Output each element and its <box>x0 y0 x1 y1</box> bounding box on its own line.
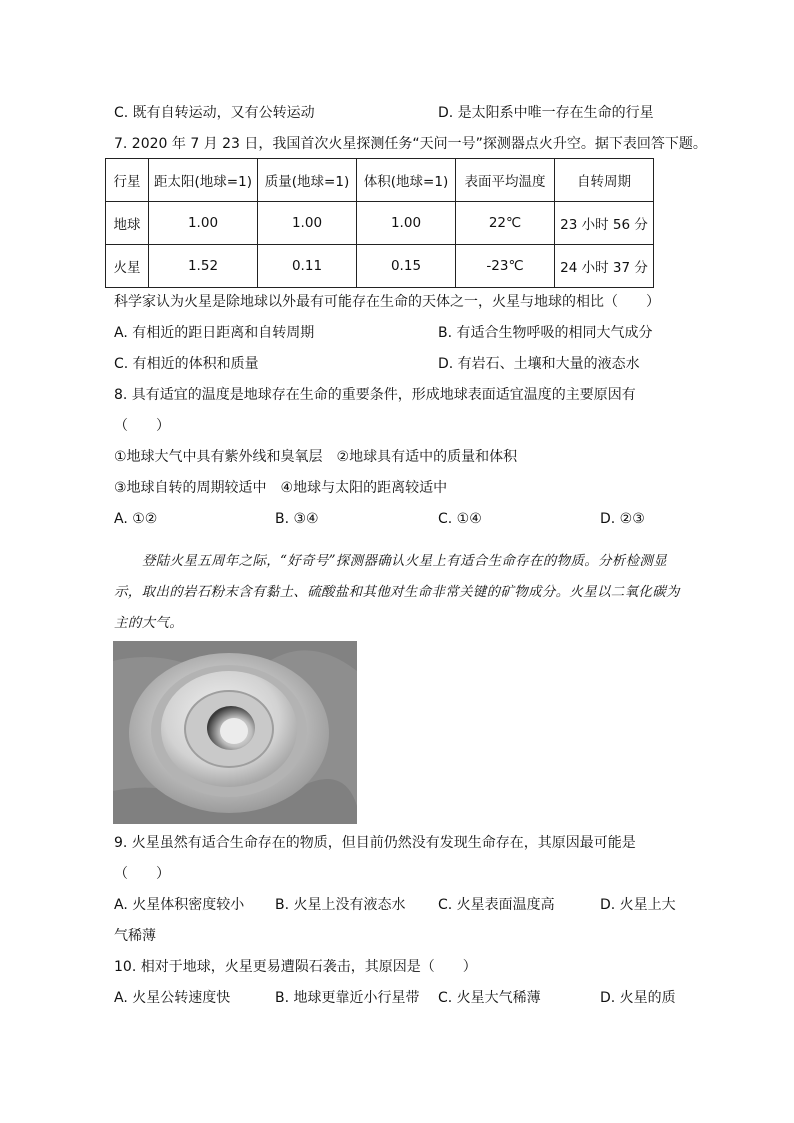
q9-bracket: （ ） <box>114 866 170 882</box>
q9-option-d-continued: 气稀薄 <box>114 928 156 944</box>
q9-stem: 9. 火星虽然有适合生命存在的物质，但目前仍然没有发现生命存在，其原因最可能是 <box>114 835 636 851</box>
table-cell: 24 小时 37 分 <box>555 245 654 288</box>
table-header-cell: 表面平均温度 <box>456 159 555 202</box>
q10-option-c: C. 火星大气稀薄 <box>438 990 541 1006</box>
q7-intro: 7. 2020 年 7 月 23 日，我国首次火星探测任务“天问一号”探测器点火升空。据下表回答下题。 <box>114 136 707 152</box>
q7-option-d: D. 有岩石、土壤和大量的液态水 <box>438 356 640 372</box>
planet-comparison-table <box>105 158 654 288</box>
table-cell: 0.15 <box>357 245 456 288</box>
q8-option-c: C. ①④ <box>438 511 482 527</box>
table-cell: 22℃ <box>456 202 555 245</box>
table-row <box>106 245 654 288</box>
mars-crater-image <box>113 641 357 824</box>
table-header-cell: 体积(地球=1) <box>357 159 456 202</box>
q7-option-c: C. 有相近的体积和质量 <box>114 356 259 372</box>
q7-option-a: A. 有相近的距日距离和自转周期 <box>114 325 315 341</box>
table-cell: 0.11 <box>258 245 357 288</box>
table-cell: 火星 <box>106 245 149 288</box>
q8-items-1-2: ①地球大气中具有紫外线和臭氧层 ②地球具有适中的质量和体积 <box>114 449 518 465</box>
table-header-row <box>106 159 654 202</box>
q8-bracket: （ ） <box>114 418 170 434</box>
table-cell: 1.00 <box>149 202 258 245</box>
q9-option-c: C. 火星表面温度高 <box>438 897 555 913</box>
q6-option-d: D. 是太阳系中唯一存在生命的行星 <box>438 105 654 121</box>
table-header-cell: 自转周期 <box>555 159 654 202</box>
q10-option-a: A. 火星公转速度快 <box>114 990 231 1006</box>
q7-question: 科学家认为火星是除地球以外最有可能存在生命的天体之一，火星与地球的相比（ ） <box>114 294 660 310</box>
q8-option-d: D. ②③ <box>600 511 645 527</box>
q7-option-b: B. 有适合生物呼吸的相同大气成分 <box>438 325 653 341</box>
q8-items-3-4: ③地球自转的周期较适中 ④地球与太阳的距离较适中 <box>114 480 448 496</box>
q10-stem: 10. 相对于地球，火星更易遭陨石袭击，其原因是（ ） <box>114 959 477 975</box>
q6-option-c: C. 既有自转运动，又有公转运动 <box>114 105 315 121</box>
q8-option-a: A. ①② <box>114 511 158 527</box>
table-cell: 23 小时 56 分 <box>555 202 654 245</box>
table-cell: 地球 <box>106 202 149 245</box>
table-cell: 1.00 <box>258 202 357 245</box>
q8-stem: 8. 具有适宜的温度是地球存在生命的重要条件，形成地球表面适宜温度的主要原因有 <box>114 387 636 403</box>
table-header-cell: 距太阳(地球=1) <box>149 159 258 202</box>
table-row <box>106 202 654 245</box>
q8-option-b: B. ③④ <box>275 511 319 527</box>
q9-option-a: A. 火星体积密度较小 <box>114 897 245 913</box>
reading-passage <box>114 546 680 639</box>
table-cell: -23℃ <box>456 245 555 288</box>
table-header-cell: 质量(地球=1) <box>258 159 357 202</box>
table-cell: 1.00 <box>357 202 456 245</box>
q10-option-b: B. 地球更靠近小行星带 <box>275 990 420 1006</box>
q10-option-d: D. 火星的质 <box>600 990 676 1006</box>
q9-option-d: D. 火星上大 <box>600 897 676 913</box>
q9-option-b: B. 火星上没有液态水 <box>275 897 406 913</box>
crater-graphic <box>113 641 357 824</box>
table-cell: 1.52 <box>149 245 258 288</box>
passage-text: 登陆火星五周年之际，“好奇号”探测器确认火星上有适合生命存在的物质。分析检测显示，取出的岩石粉末含有黏土、硫酸盐和其他对生命非常关键的矿物成分。火星以二氧化碳为主的大气。 <box>114 553 680 631</box>
table-header-cell: 行星 <box>106 159 149 202</box>
